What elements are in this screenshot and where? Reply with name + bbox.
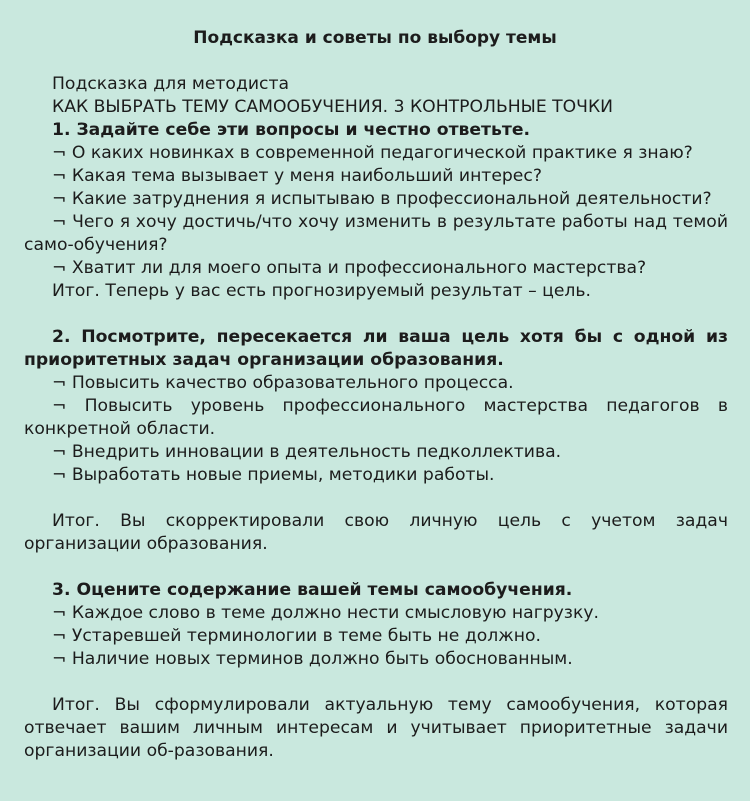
spacer: [24, 487, 728, 510]
section-1-item: ¬ Хватит ли для моего опыта и профессионального мастерства?: [52, 258, 647, 278]
section-1-item: ¬ Какие затруднения я испытываю в профессиональной деятельности?: [52, 189, 712, 209]
section-2-item: ¬ Выработать новые приемы, методики работы.: [52, 465, 495, 485]
section-3-item: ¬ Устаревшей терминологии в теме быть не должно.: [52, 626, 541, 646]
section-1-item: ¬ О каких новинках в современной педагогической практике я знаю?: [52, 143, 693, 163]
section-3-heading: 3. Оцените содержание вашей темы самообучения.: [52, 580, 573, 600]
spacer: [24, 671, 728, 694]
spacer: [24, 303, 728, 326]
document-body: [24, 73, 728, 763]
section-2-item: ¬ Внедрить инновации в деятельность педколлектива.: [52, 442, 562, 462]
section-1-heading: 1. Задайте себе эти вопросы и честно ответьте.: [52, 120, 531, 140]
subtitle: Подсказка для методиста: [52, 74, 289, 94]
section-2-item: ¬ Повысить уровень профессионального мастерства педагогов в конкретной области.: [24, 396, 728, 439]
section-3-item: ¬ Наличие новых терминов должно быть обоснованным.: [52, 649, 573, 669]
section-2-heading: 2. Посмотрите, пересекается ли ваша цель хотя бы с одной из приоритетных задач организации образования.: [24, 327, 728, 370]
section-2-item: ¬ Повысить качество образовательного процесса.: [52, 373, 514, 393]
section-1-item: ¬ Какая тема вызывает у меня наибольший интерес?: [52, 166, 542, 186]
section-3-result: Итог. Вы сформулировали актуальную тему самообучения, которая отвечает вашим личным интересам и учитывает приоритетные задачи организации об-разования.: [24, 695, 728, 761]
section-2-result: Итог. Вы скорректировали свою личную цель с учетом задач организации образования.: [24, 511, 728, 554]
section-1-item: ¬ Чего я хочу достичь/что хочу изменить в результате работы над темой само-обучения?: [24, 212, 728, 255]
section-3-item: ¬ Каждое слово в теме должно нести смысловую нагрузку.: [52, 603, 599, 623]
page-title: Подсказка и советы по выбору темы: [193, 28, 557, 48]
spacer: [24, 556, 728, 579]
section-1-result: Итог. Теперь у вас есть прогнозируемый результат – цель.: [52, 281, 591, 301]
main-heading: КАК ВЫБРАТЬ ТЕМУ САМООБУЧЕНИЯ. 3 КОНТРОЛЬНЫЕ ТОЧКИ: [52, 97, 614, 117]
